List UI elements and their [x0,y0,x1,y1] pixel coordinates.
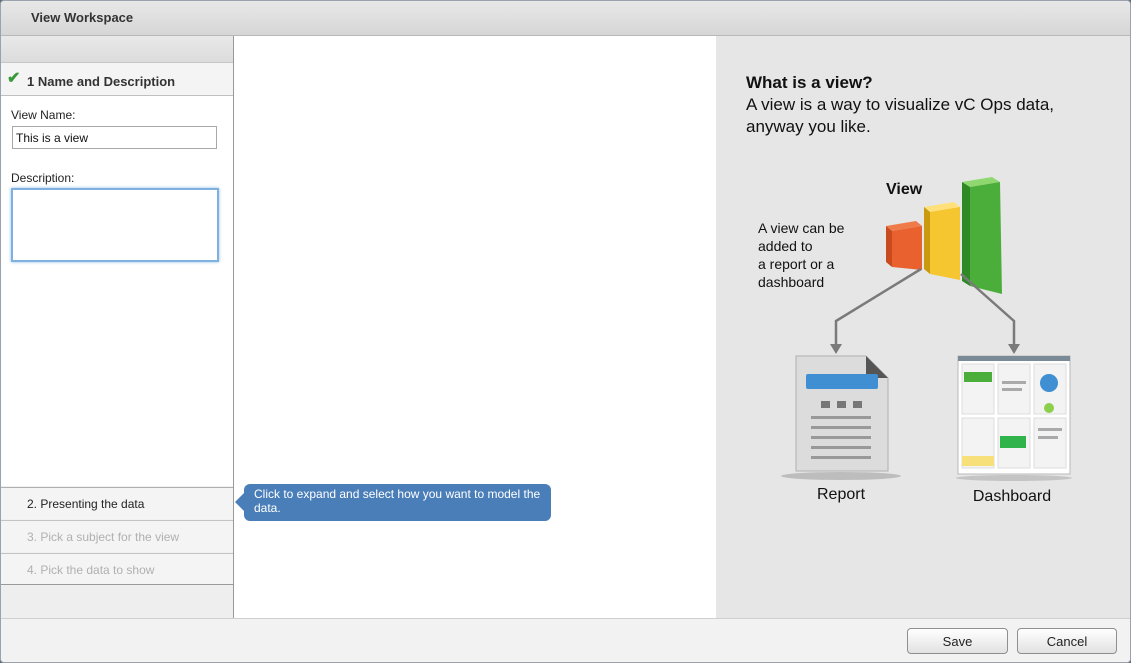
note-line-3: a report or a [758,256,835,272]
cancel-button[interactable]: Cancel [1017,628,1117,654]
note-line-1: A view can be [758,220,845,236]
title-bar[interactable] [1,1,1130,36]
name-description-form [1,96,233,486]
save-button[interactable]: Save [907,628,1008,654]
description-label: Description: [11,171,75,185]
checkmark-icon: ✔ [7,70,21,87]
hint-tooltip [244,484,551,521]
step-name-and-description[interactable] [1,63,233,96]
dialog-title: View Workspace [31,10,134,25]
view-name-label: View Name: [11,108,76,122]
content-area [234,36,716,618]
step-pick-a-subject [1,520,233,552]
step-4-label: 4. Pick the data to show [27,563,155,577]
dashboard-label: Dashboard [972,488,1052,505]
report-label: Report [816,486,866,503]
note-line-2: added to [758,238,813,254]
dialog-footer [1,618,1130,663]
view-diagram [716,166,1130,516]
help-pane [716,36,1130,618]
step-2-label: 2. Presenting the data [27,497,145,511]
step-3-label: 3. Pick a subject for the view [27,530,180,544]
help-body: A view is a way to visualize vC Ops data, anyway you like. [746,95,1055,136]
steps-footer [1,586,233,618]
view-note [758,220,845,290]
step-presenting-the-data[interactable] [1,487,233,519]
step-1-label: 1 Name and Description [27,74,176,89]
steps-header [1,36,233,63]
view-label: View [886,181,923,198]
wizard-steps-pane [1,36,234,618]
note-line-4: dashboard [758,274,825,290]
step-pick-the-data [1,553,233,585]
report-document-icon [781,356,901,480]
dashboard-thumbnail-icon [956,356,1072,481]
description-textarea[interactable] [11,188,219,262]
arrow-head-report [830,344,842,354]
help-heading: What is a view? [746,73,873,92]
tooltip-text: Click to expand and select how you want to model the data. [254,487,541,515]
arrow-head-dashboard [1008,344,1020,354]
view-name-input[interactable] [12,126,217,149]
